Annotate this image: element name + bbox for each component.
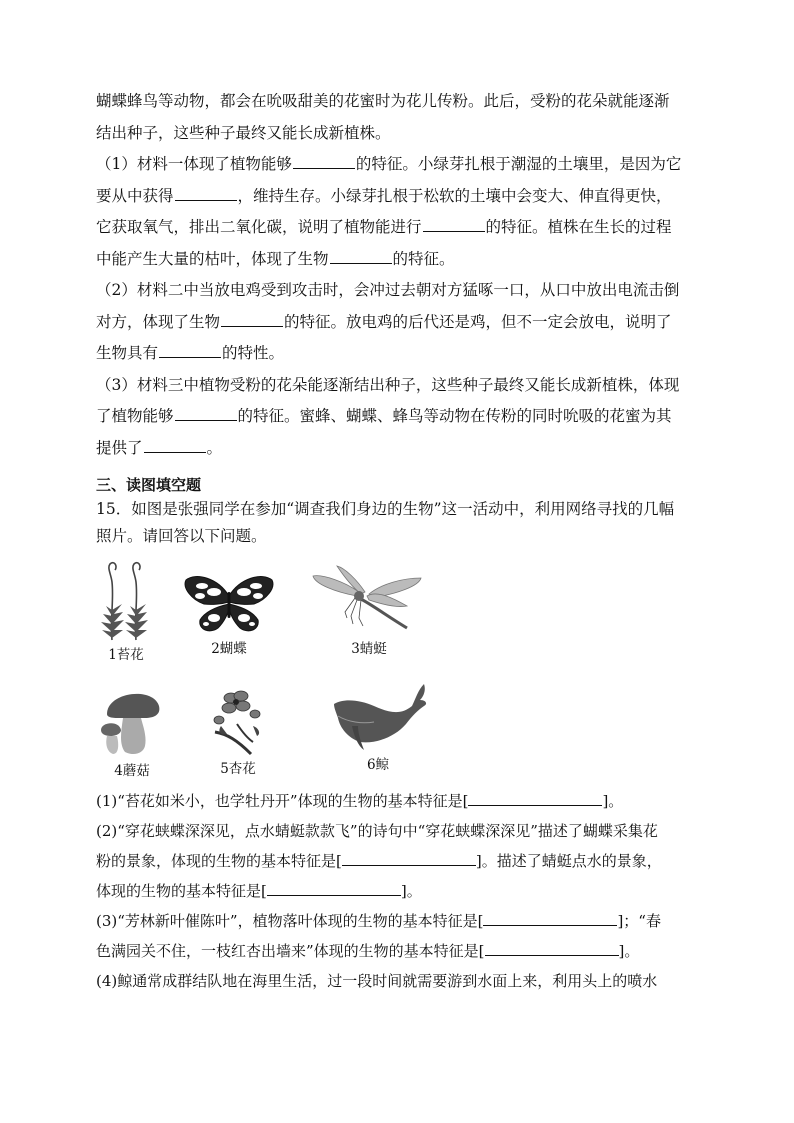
- q1-text-b: 的特征。小绿芽扎根于潮湿的土壤里，是因为它: [355, 155, 682, 173]
- sub3-text-c: 色满园关不住，一枝红杏出墙来”体现的生物的基本特征是[: [96, 942, 485, 960]
- apricot-flower-image: [207, 684, 269, 756]
- sub2-answer-blank-1[interactable]: [342, 851, 476, 866]
- q2-text-c: 的特征。放电鸡的后代还是鸡，但不一定会放电，说明了: [284, 312, 672, 331]
- figure-item-mushroom: [96, 684, 168, 780]
- q2-text-d: 生物具有: [96, 344, 159, 362]
- mushroom-image: [97, 684, 167, 758]
- figure-item-whale: [326, 680, 430, 774]
- organism-photo-grid: [96, 560, 700, 786]
- sub2-text-e: ]。: [400, 882, 422, 900]
- q3-text-d: 提供了: [96, 438, 143, 457]
- caption-butterfly: 2蝴蝶: [211, 641, 247, 657]
- worksheet-page: [96, 86, 700, 996]
- q15-line-2: 照片。请回答以下问题。: [96, 527, 267, 545]
- q15-line-1: 15．如图是张强同学在参加“调查我们身边的生物”这一活动中，利用网络寻找的几幅: [96, 500, 675, 518]
- q3-text-c: 的特征。蜜蜂、蝴蝶、蜂鸟等动物在传粉的同时吮吸的花蜜为其: [237, 407, 672, 425]
- caption-dragonfly: 3蜻蜓: [351, 641, 387, 657]
- sub3-answer-blank-1[interactable]: [483, 911, 617, 926]
- figure-item-moss: [96, 560, 156, 664]
- sub4-text-a: (4)鲸通常成群结队地在海里生活，过一段时间就需要游到水面上来，利用头上的喷水: [96, 972, 658, 990]
- sub1-answer-blank[interactable]: [468, 791, 602, 806]
- q1-text-h: 的特征。: [392, 249, 455, 268]
- sub2-text-c: ]。描述了蜻蜓点水的景象，: [475, 852, 662, 870]
- q3-blank-1[interactable]: [175, 406, 237, 421]
- question-15-stem: [96, 496, 700, 550]
- q1-blank-2[interactable]: [175, 186, 237, 201]
- sub1-text-a: (1)“苔花如米小，也学牡丹开”体现的生物的基本特征是[: [96, 792, 469, 810]
- q1-text-g: 中能产生大量的枯叶，体现了生物: [96, 249, 329, 268]
- question-1: [96, 149, 700, 275]
- question-3: [96, 370, 700, 465]
- sub3-text-a: (3)“芳林新叶催陈叶”，植物落叶体现的生物的基本特征是[: [96, 912, 484, 930]
- q1-text-f: 的特征。植株在生长的过程: [485, 218, 672, 236]
- q1-text-d: ，维持生存。小绿芽扎根于松软的土壤中会变大、伸直得更快，: [237, 186, 672, 205]
- figure-item-dragonfly: [310, 564, 428, 658]
- caption-mushroom: 4蘑菇: [114, 763, 150, 779]
- moss-image: [98, 560, 154, 642]
- material-tail: [96, 86, 700, 149]
- subquestion-2: [96, 816, 700, 906]
- q2-text-a: （2）材料二中当放电鸡受到攻击时，会冲过去朝对方猛啄一口，从口中放出电流击倒: [96, 281, 680, 299]
- subquestion-3: [96, 906, 700, 966]
- q3-blank-2[interactable]: [144, 438, 206, 453]
- q2-blank-1[interactable]: [221, 312, 283, 327]
- q2-text-b: 对方，体现了生物: [96, 312, 221, 331]
- q2-blank-2[interactable]: [159, 343, 221, 358]
- section-title: 三、读图填空题: [96, 476, 202, 494]
- q1-blank-3[interactable]: [423, 217, 485, 232]
- figure-item-apricot: [200, 684, 276, 778]
- caption-whale: 6鲸: [366, 757, 390, 773]
- q1-blank-1[interactable]: [293, 154, 355, 169]
- sub1-text-b: ]。: [602, 792, 624, 810]
- subquestion-1: [96, 786, 700, 816]
- caption-apricot: 5杏花: [220, 761, 256, 777]
- q3-text-a: （3）材料三中植物受粉的花朵能逐渐结出种子，这些种子最终又能长成新植株，体现: [96, 375, 680, 394]
- q3-text-b: 了植物能够: [96, 407, 174, 425]
- q1-text-a: （1）材料一体现了植物能够: [96, 155, 292, 173]
- q1-blank-4[interactable]: [330, 249, 392, 264]
- sub2-text-b: 粉的景象，体现的生物的基本特征是[: [96, 852, 342, 870]
- dragonfly-image: [311, 564, 427, 636]
- caption-moss: 1苔花: [108, 647, 144, 663]
- q1-text-c: 要从中获得: [96, 186, 174, 205]
- q1-text-e: 它获取氧气，排出二氧化碳，说明了植物能进行: [96, 218, 422, 236]
- sub3-text-b: ]；“春: [617, 912, 661, 930]
- subquestion-4: [96, 966, 700, 996]
- material-line-2: 结出种子，这些种子最终又能长成新植株。: [96, 123, 391, 142]
- whale-image: [328, 680, 428, 752]
- butterfly-image: [182, 574, 276, 636]
- sub2-text-d: 体现的生物的基本特征是[: [96, 882, 267, 900]
- sub3-answer-blank-2[interactable]: [485, 941, 619, 956]
- material-line-1: 蝴蝶蜂鸟等动物，都会在吮吸甜美的花蜜时为花儿传粉。此后，受粉的花朵就能逐渐: [96, 92, 670, 110]
- q3-text-e: 。: [206, 438, 223, 457]
- question-2: [96, 275, 700, 370]
- sub3-text-d: ]。: [618, 942, 640, 960]
- sub2-answer-blank-2[interactable]: [267, 881, 401, 896]
- q2-text-e: 的特性。: [222, 344, 285, 362]
- figure-item-butterfly: [180, 574, 278, 658]
- sub2-text-a: (2)“穿花蛱蝶深深见，点水蜻蜓款款飞”的诗句中“穿花蛱蝶深深见”描述了蝴蝶采集花: [96, 822, 658, 840]
